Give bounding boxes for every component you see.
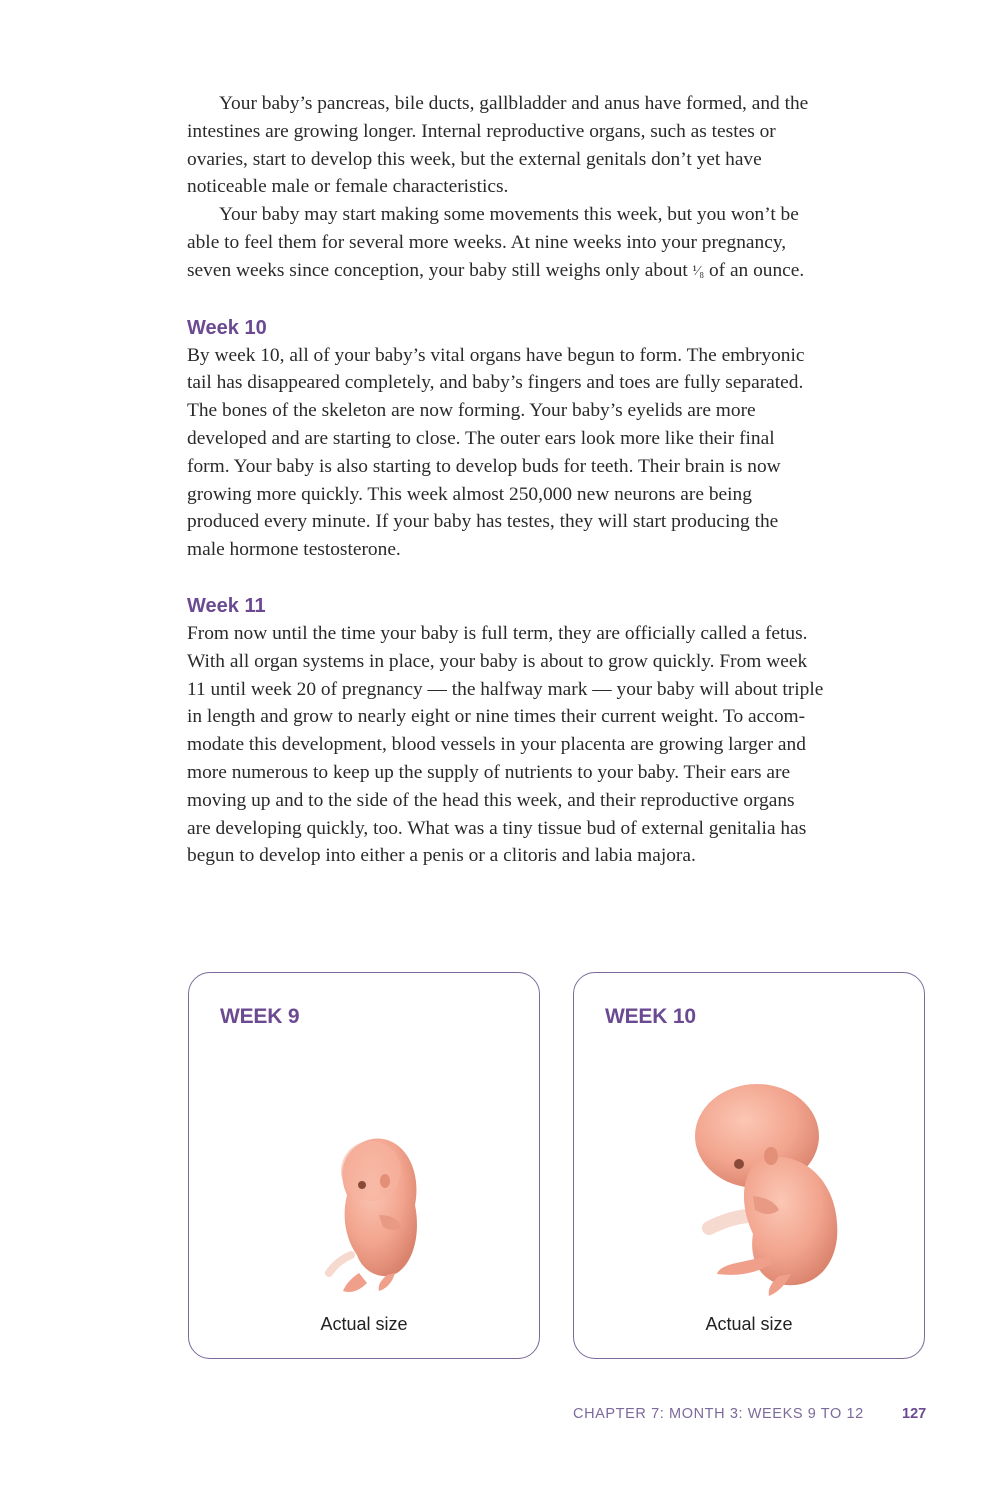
text-line: ovaries, start to develop this week, but the external genitals don’t yet have — [187, 148, 762, 170]
text-line: in length and grow to nearly eight or nine times their current weight. To accom- — [187, 706, 806, 728]
card-title: WEEK 10 — [605, 1005, 696, 1028]
text-line: modate this development, blood vessels in your placenta are growing larger and — [187, 734, 806, 756]
week-10-heading: Week 10 — [187, 316, 267, 339]
text-fragment: seven weeks since conception, your baby still weighs only about — [187, 259, 693, 281]
intro-paragraph-2 — [187, 201, 927, 285]
text-line: more numerous to keep up the supply of nutrients to your baby. Their ears are — [187, 761, 791, 783]
text-line: male hormone testosterone. — [187, 539, 401, 561]
intro-paragraph-1 — [187, 90, 927, 201]
text-line: intestines are growing longer. Internal reproductive organs, such as testes or — [187, 120, 776, 142]
text-line: form. Your baby is also starting to develop buds for teeth. Their brain is now — [187, 455, 781, 477]
text-line: Your baby may start making some movements this week, but you won’t be — [219, 204, 799, 226]
card-title: WEEK 9 — [220, 1005, 300, 1028]
week-10-paragraph — [187, 342, 927, 564]
running-footer-chapter: CHAPTER 7: MONTH 3: WEEKS 9 TO 12 — [573, 1406, 864, 1422]
text-line: begun to develop into either a penis or a clitoris and labia majora. — [187, 845, 696, 867]
text-line: produced every minute. If your baby has testes, they will start producing the — [187, 511, 779, 533]
text-fragment: of an ounce. — [704, 259, 805, 281]
week-10-card — [573, 972, 925, 1359]
embryo-week9-illustration — [317, 1123, 437, 1303]
text-line: growing more quickly. This week almost 250,000 new neurons are being — [187, 483, 752, 505]
text-line: With all organ systems in place, your baby is about to grow quickly. From week — [187, 650, 808, 672]
text-line: tail has disappeared completely, and baby’s fingers and toes are fully separated. — [187, 372, 804, 394]
text-line: are developing quickly, too. What was a tiny tissue bud of external genitalia has — [187, 817, 807, 839]
text-line: developed and are starting to close. The outer ears look more like their final — [187, 427, 775, 449]
text-line: By week 10, all of your baby’s vital organs have begun to form. The embryonic — [187, 344, 805, 366]
text-line — [187, 257, 927, 286]
week-11-paragraph — [187, 620, 927, 870]
embryo-week10-illustration — [679, 1078, 849, 1303]
card-caption: Actual size — [320, 1314, 408, 1334]
body-text — [187, 90, 927, 870]
text-line: From now until the time your baby is full term, they are officially called a fetus. — [187, 622, 808, 644]
text-line: 11 until week 20 of pregnancy — the halfway mark — your baby will about triple — [187, 678, 824, 700]
text-line: Your baby’s pancreas, bile ducts, gallbladder and anus have formed, and the — [219, 93, 809, 114]
week-11-heading: Week 11 — [187, 594, 266, 617]
card-caption: Actual size — [705, 1314, 793, 1334]
week-9-card — [188, 972, 540, 1359]
page-number: 127 — [902, 1406, 927, 1422]
text-line: The bones of the skeleton are now forming. Your baby’s eyelids are more — [187, 400, 756, 422]
text-line: able to feel them for several more weeks. At nine weeks into your pregnancy, — [187, 231, 787, 253]
fraction: ¹⁄₈ — [692, 263, 705, 279]
text-line: noticeable male or female characteristics. — [187, 176, 509, 198]
text-line: moving up and to the side of the head this week, and their reproductive organs — [187, 789, 795, 811]
